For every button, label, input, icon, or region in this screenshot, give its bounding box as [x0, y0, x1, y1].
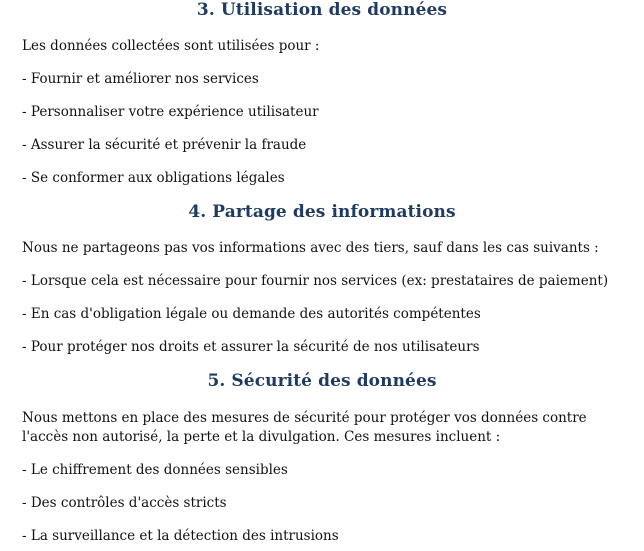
list-item: - Se conformer aux obligations légales [22, 170, 285, 186]
list-item: - Des contrôles d'accès stricts [22, 495, 227, 511]
list-item: - Assurer la sécurité et prévenir la fraude [22, 137, 307, 153]
list-item: - Pour protéger nos droits et assurer la sécurité de nos utilisateurs [22, 339, 480, 355]
section-intro-information-sharing: Nous ne partageons pas vos informations avec des tiers, sauf dans les cas suivants : [22, 240, 599, 256]
section-title-data-security: 5. Sécurité des données [207, 371, 437, 391]
section-intro-data-security: Nous mettons en place des mesures de sécurité pour protéger vos données contre l'accès non autorisé, la perte et la divulgation. Ces mesures incluent : [22, 410, 587, 445]
list-item: - La surveillance et la détection des intrusions [22, 528, 339, 544]
list-item: - En cas d'obligation légale ou demande des autorités compétentes [22, 306, 481, 322]
section-intro-data-use: Les données collectées sont utilisées pour : [22, 38, 320, 54]
list-item: - Personnaliser votre expérience utilisateur [22, 104, 319, 120]
section-title-data-use: 3. Utilisation des données [196, 0, 448, 20]
list-item: - Lorsque cela est nécessaire pour fournir nos services (ex: prestataires de paiement) [22, 273, 609, 289]
list-item: - Le chiffrement des données sensibles [22, 462, 288, 478]
section-title-information-sharing: 4. Partage des informations [188, 202, 456, 222]
list-item: - Fournir et améliorer nos services [22, 71, 259, 87]
